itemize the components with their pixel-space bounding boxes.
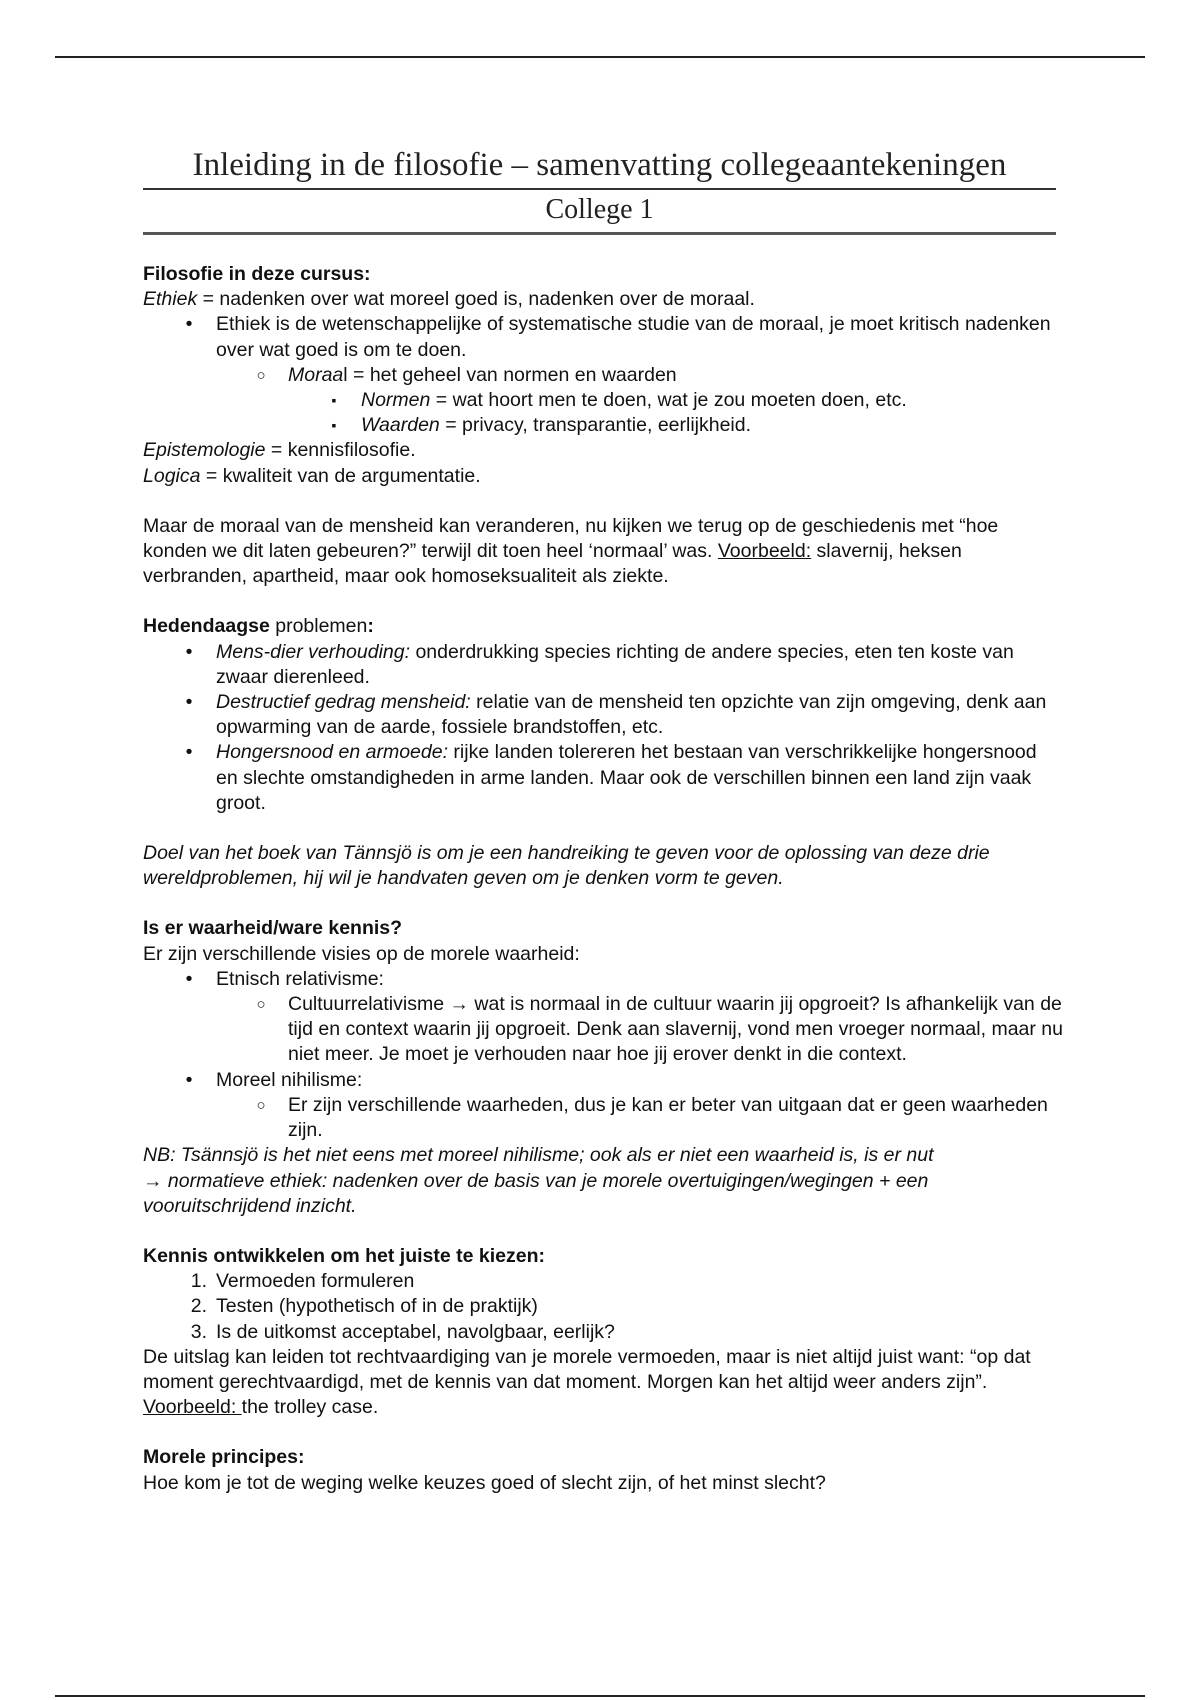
- definition-logica: [143, 464, 1063, 489]
- circle-marker: ○: [256, 996, 266, 1014]
- paragraph-text: Maar de moraal van de mensheid kan veranderen, nu kijken we terug op de geschiedenis met “hoe konden we dit laten gebeuren?” terwijl dit toen heel ‘normaal’ was.: [143, 514, 999, 563]
- list-item: [143, 1093, 1063, 1143]
- top-rule: [55, 56, 1145, 58]
- list-item: [143, 690, 1063, 740]
- def-ethiek: = nadenken over wat moreel goed is, nadenken over de moraal.: [197, 288, 755, 311]
- def-waarden: = privacy, transparantie, eerlijkheid.: [439, 414, 752, 437]
- note-doel-boek: Doel van het boek van Tännsjö is om je een handreiking te geven voor de oplossing van deze drie wereldproblemen, hij wil je handvaten geven om je denken vorm te geven.: [143, 842, 990, 890]
- section-heading-filosofie: Filosofie in deze cursus:: [143, 263, 371, 285]
- item-term: Destructief gedrag mensheid:: [216, 691, 471, 714]
- paragraph-uitslag: [143, 1345, 1063, 1421]
- document-title: Inleiding in de filosofie – samenvatting collegeaantekeningen: [143, 143, 1056, 190]
- section-heading-waarheid: Is er waarheid/ware kennis?: [143, 917, 403, 940]
- numbered-item-text: Is de uitkomst acceptabel, navolgbaar, eerlijk?: [216, 1320, 615, 1343]
- list-item-text: Etnisch relativisme:: [216, 967, 384, 990]
- arrow-icon: →: [449, 993, 469, 1016]
- def-normen: = wat hoort men te doen, wat je zou moeten doen, etc.: [430, 389, 907, 412]
- definition-epistemologie: [143, 438, 1063, 463]
- spacer: [143, 489, 1063, 514]
- definition-ethiek: [143, 287, 1063, 312]
- list-item: [143, 312, 1063, 362]
- list-item: [143, 1068, 1063, 1093]
- list-item-text: wat is normaal in de cultuur waarin jij opgroeit? Is afhankelijk van de tijd en context waarin jij opgroeit. Denk aan slavernij, vond men vroeger normaal, maar nu niet meer. Je moet je verhouden naar hoe jij erover denkt in die context.: [288, 993, 1063, 1066]
- number-marker: 2.: [190, 1295, 207, 1318]
- note-nb: [143, 1143, 1063, 1219]
- paragraph-intro-visies: Er zijn verschillende visies op de morele waarheid:: [143, 942, 580, 965]
- spacer: [143, 891, 1063, 916]
- note-text: normatieve ethiek: nadenken over de basis van je morele overtuigingen/wegingen + een vooruitschrijdend inzicht.: [143, 1169, 929, 1217]
- square-marker: ▪: [331, 392, 337, 409]
- list-item: [143, 413, 1063, 438]
- def-logica: = kwaliteit van de argumentatie.: [200, 464, 481, 487]
- item-text: relatie van de mensheid ten opzichte van zijn omgeving, denk aan opwarming van de aarde, fossiele brandstoffen, etc.: [216, 691, 1047, 739]
- list-item-text: Cultuurrelativisme: [288, 993, 445, 1016]
- circle-marker: ○: [256, 1096, 266, 1114]
- list-item-text: Moreel nihilisme:: [216, 1068, 363, 1091]
- spacer: [143, 816, 1063, 841]
- example-text: the trolley case.: [241, 1396, 379, 1419]
- def-moraal: l = het geheel van normen en waarden: [343, 363, 677, 386]
- list-item: [143, 388, 1063, 413]
- title-block: [143, 143, 1056, 235]
- bullet-marker: •: [185, 640, 193, 663]
- paragraph-text: De uitslag kan leiden tot rechtvaardiging van je morele vermoeden, maar is niet altijd juist want: “op dat moment gerechtvaardigd, met de kennis van dat moment. Morgen kan het altijd weer anders zijn”.: [143, 1345, 1031, 1393]
- paragraph-moraal-verandert: [143, 514, 1063, 590]
- item-term: Hongersnood en armoede:: [216, 741, 448, 764]
- note-text: NB: Tsännsjö is het niet eens met moreel nihilisme; ook als er niet een waarheid is, is er nut: [143, 1144, 934, 1167]
- number-marker: 1.: [190, 1270, 207, 1293]
- term-epistemologie: Epistemologie: [143, 439, 266, 462]
- bullet-marker: •: [185, 691, 193, 714]
- spacer: [143, 1219, 1063, 1244]
- numbered-item-text: Vermoeden formuleren: [216, 1270, 415, 1293]
- circle-marker: ○: [256, 366, 266, 384]
- term-waarden: Waarden: [361, 414, 440, 437]
- square-marker: ▪: [331, 417, 337, 434]
- term-logica: Logica: [143, 464, 201, 487]
- def-epistemologie: = kennisfilosofie.: [265, 439, 416, 462]
- example-text: slavernij, heksen verbranden, apartheid, maar ook homoseksualiteit als ziekte.: [143, 540, 962, 588]
- list-item: [143, 992, 1063, 1068]
- bottom-rule: [55, 1695, 1145, 1697]
- term-moraal: Moraa: [288, 363, 344, 386]
- item-text: onderdrukking species richting de andere species, eten ten koste van zwaar dierenleed.: [216, 640, 1014, 688]
- numbered-item: [143, 1269, 1063, 1294]
- document-subtitle: College 1: [143, 190, 1056, 235]
- spacer: [143, 1420, 1063, 1445]
- bullet-marker: •: [185, 967, 193, 990]
- numbered-item-text: Testen (hypothetisch of in de praktijk): [216, 1295, 538, 1318]
- bullet-marker: •: [185, 1068, 193, 1091]
- term-ethiek: Ethiek: [143, 288, 198, 311]
- heading-rest: problemen: [269, 615, 368, 638]
- example-label: Voorbeeld:: [143, 1396, 242, 1419]
- heading-bold-part: Hedendaagse: [143, 615, 270, 638]
- document-body: [143, 262, 1063, 1496]
- list-item: [143, 967, 1063, 992]
- bullet-marker: •: [185, 741, 193, 764]
- arrow-icon: →: [143, 1169, 163, 1192]
- section-heading-kennis: Kennis ontwikkelen om het juiste te kiezen:: [143, 1244, 546, 1267]
- list-item: [143, 740, 1063, 816]
- list-item: [143, 363, 1063, 388]
- spacer: [143, 589, 1063, 614]
- section-heading-hedendaagse: [143, 614, 1063, 639]
- number-marker: 3.: [190, 1320, 207, 1343]
- paragraph-weging: Hoe kom je tot de weging welke keuzes goed of slecht zijn, of het minst slecht?: [143, 1471, 826, 1494]
- list-item: [143, 640, 1063, 690]
- item-text: rijke landen tolereren het bestaan van verschrikkelijke hongersnood en slechte omstandigheden in arme landen. Maar ook de verschillen binnen een land zijn vaak groot.: [216, 741, 1037, 814]
- bullet-marker: •: [185, 313, 193, 336]
- term-normen: Normen: [361, 389, 431, 412]
- list-item-text: Er zijn verschillende waarheden, dus je kan er beter van uitgaan dat er geen waarheden zijn.: [288, 1093, 1048, 1142]
- heading-colon: :: [367, 615, 374, 638]
- numbered-item: [143, 1294, 1063, 1319]
- item-term: Mens-dier verhouding:: [216, 640, 411, 663]
- list-item-text: Ethiek is de wetenschappelijke of systematische studie van de moraal, je moet kritisch nadenken over wat goed is om te doen.: [216, 313, 1051, 361]
- numbered-item: [143, 1320, 1063, 1345]
- section-heading-morele-principes: Morele principes:: [143, 1446, 305, 1469]
- example-label: Voorbeeld:: [717, 540, 812, 563]
